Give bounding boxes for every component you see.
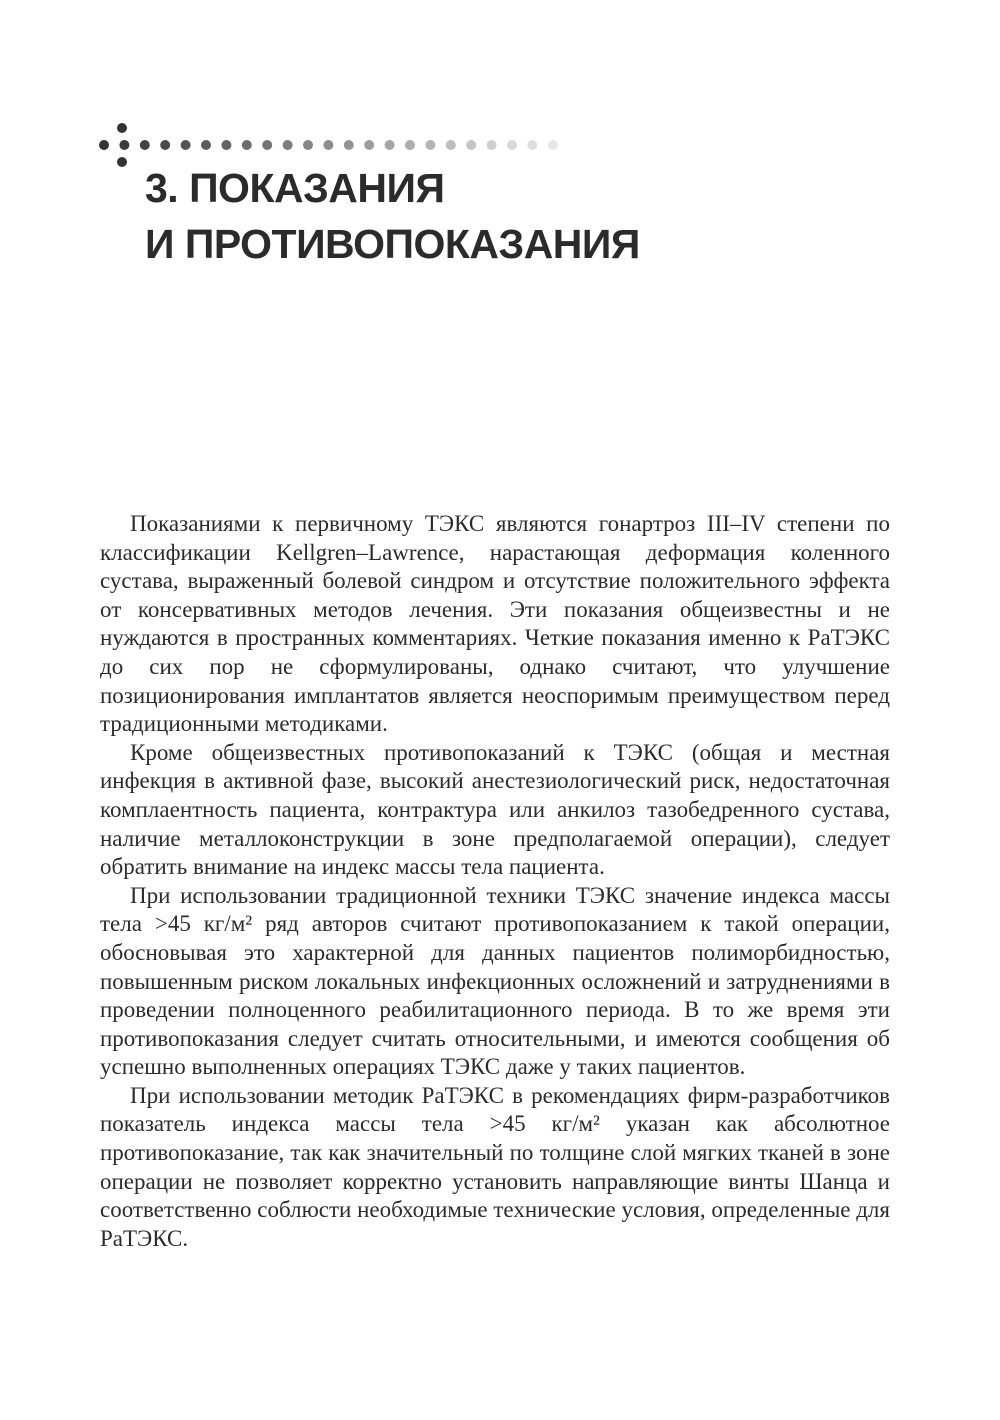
decorative-dot <box>344 140 354 150</box>
decorative-dot <box>99 140 109 150</box>
decorative-dot <box>507 140 517 150</box>
decorative-dot <box>160 140 170 150</box>
decorative-dot <box>117 157 127 167</box>
paragraph-2: Кроме общеизвестных противопоказаний к ТЭКС (общая и местная инфекция в активной фазе, высокий анестезиологический риск, недостаточная комплаентность пациента, контрактура или анкилоз тазобедренного сустава, наличие металлоконструкции в зоне предполагаемой операции), следует обратить внимание на индекс массы тела пациента. <box>100 739 890 880</box>
decorative-dot <box>201 140 211 150</box>
decorative-dot <box>117 123 127 133</box>
decorative-dot <box>446 140 456 150</box>
decorative-dot <box>262 140 272 150</box>
decorative-dot <box>425 140 435 150</box>
decorative-dot <box>385 140 395 150</box>
decorative-dot <box>242 140 252 150</box>
decorative-dot <box>119 140 129 150</box>
decorative-dot <box>323 140 333 150</box>
decorative-dot <box>527 140 537 150</box>
decorative-dot <box>181 140 191 150</box>
paragraph-4: При использовании методик РаТЭКС в рекомендациях фирм-разработчиков показатель индекса массы тела >45 кг/м² указан как абсолютное противопоказание, так как значительный по толщине слой мягких тканей в зоне операции не позволяет корректно установить направляющие винты Шанца и соответственно соблюсти необходимые технические условия, определенные для РаТЭКС. <box>100 1082 890 1251</box>
chapter-title-line-1: 3. ПОКАЗАНИЯ <box>145 165 445 211</box>
decorative-dot <box>364 140 374 150</box>
decorative-dot <box>548 140 558 150</box>
decorative-dot <box>221 140 231 150</box>
chapter-title <box>145 160 640 272</box>
decorative-dot <box>405 140 415 150</box>
decorative-dot <box>303 140 313 150</box>
decorative-dot <box>487 140 497 150</box>
decorative-dot <box>140 140 150 150</box>
paragraph-3: При использовании традиционной техники ТЭКС значение индекса массы тела >45 кг/м² ряд авторов считают противопоказанием к такой операции, обосновывая это характерной для данных пациентов полиморбидностью, повышенным риском локальных инфекционных осложнений и затруднениями в проведении полноценного реабилитационного периода. В то же время эти противопоказания следует считать относительными, и имеются сообщения об успешно выполненных операциях ТЭКС даже у таких пациентов. <box>100 882 890 1080</box>
chapter-title-line-2: И ПРОТИВОПОКАЗАНИЯ <box>145 221 640 267</box>
decorative-dot <box>466 140 476 150</box>
decorative-dot <box>283 140 293 150</box>
paragraph-1: Показаниями к первичному ТЭКС являются гонартроз III–IV степени по классификации Kellgren–Lawrence, нарастающая деформация коленного сустава, выраженный болевой синдром и отсутствие положительного эффекта от консервативных методов лечения. Эти показания общеизвестны и не нуждаются в пространных комментариях. Четкие показания именно к РаТЭКС до сих пор не сформулированы, однако считают, что улучшение позиционирования имплантатов является неоспоримым преимуществом перед традиционными методиками. <box>100 511 890 737</box>
body-text <box>100 510 890 1253</box>
